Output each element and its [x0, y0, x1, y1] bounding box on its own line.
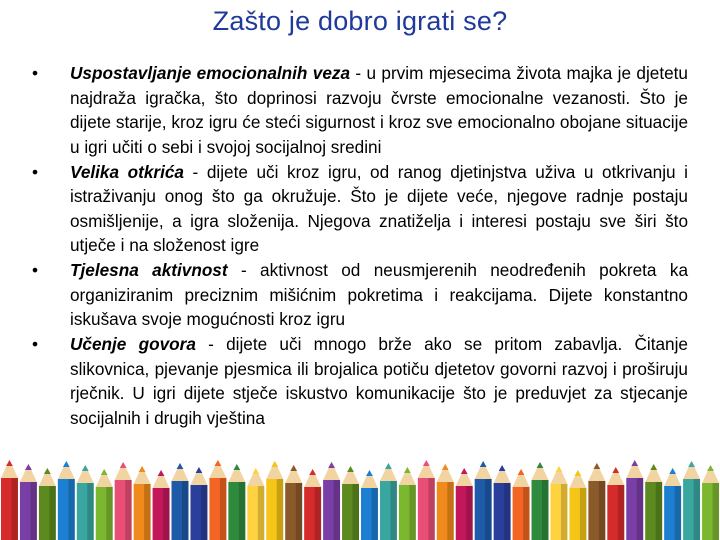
bullet-marker: • [31, 334, 39, 354]
pencil-lead [366, 470, 373, 476]
pencil-lead [404, 467, 411, 473]
pencil-lead [82, 465, 89, 471]
pencil-shade [561, 484, 567, 540]
pencil-shade [30, 482, 36, 540]
pencil-shade [296, 483, 302, 540]
pencil-lead [423, 460, 430, 466]
pencil-shade [485, 479, 491, 540]
pencil-lead [650, 464, 657, 470]
pencil-lead [442, 464, 449, 470]
pencil-lead [233, 464, 240, 470]
pencil-lead [63, 461, 70, 467]
bullet-item-discoveries [28, 160, 688, 258]
pencil-lead [290, 465, 297, 471]
pencil-shade [87, 483, 93, 540]
pencil-lead [537, 462, 544, 468]
pencil-lead [518, 469, 525, 475]
bullet-marker: • [31, 161, 39, 182]
pencil-lead [593, 463, 600, 469]
bullet-text: - dijete uči kroz igru, od ranog djetinjstva uživa u otkrivanju i istraživanju onog što ga okružuje. Što je dijete veće, njegove radnje postaju osmišljenije, a igra složenija. Njegova znatiželja i interesi postaju sve širi što utječe i na složenost igre [70, 161, 688, 255]
pencil-lead [385, 463, 392, 469]
pencil-lead [215, 460, 222, 466]
pencil-shade [334, 480, 340, 540]
pencil-shade [182, 481, 188, 540]
pencil-lead [612, 467, 619, 473]
bullet-marker: • [31, 63, 39, 83]
pencil-lead [101, 469, 108, 475]
pencil-lead [309, 469, 316, 475]
pencil-shade [694, 479, 700, 540]
bullet-heading: Velika otkrića [70, 161, 184, 182]
pencil-shade [637, 478, 643, 540]
pencil-shade [353, 484, 359, 540]
slide-title: Zašto je dobro igrati se? [212, 6, 508, 36]
pencil-shade [542, 480, 548, 540]
pencil-shade [409, 485, 415, 540]
pencil-lead [196, 467, 203, 473]
bullet-text: - aktivnost od neusmjerenih neodređenih pokreta ka organiziranim preciznim mišićnim pokretima i reakcijama. Dijete konstantno iskušava svoje mogućnosti kroz igru [70, 260, 689, 329]
pencil-lead [461, 468, 468, 474]
bullet-item-emotional-bonds [28, 61, 688, 159]
pencil-lead [556, 466, 563, 472]
pencil-shade [12, 478, 18, 540]
pencil-shade [372, 488, 378, 540]
pencil-shade [428, 478, 434, 540]
pencil-shade [125, 480, 131, 540]
pencil-shade [49, 486, 55, 540]
pencil-shade [390, 481, 396, 540]
pencil-shade [315, 487, 321, 540]
bullet-text: - u prvim mjesecima života majka je djetetu najdraža igračka, što doprinosi razvoju čvrste emocionalne vezanosti. Što je dijete starije, kroz igru će steći sigurnost i kroz sve emocionalno obojane situacije u igri učiti o sebi i svojoj socijalnoj sredini [70, 63, 688, 157]
pencil-lead [347, 466, 354, 472]
pencil-shade [163, 488, 169, 540]
pencil-shade [201, 485, 207, 540]
pencil-shade [144, 484, 150, 540]
pencil-lead [271, 461, 278, 467]
pencil-lead [120, 462, 127, 468]
pencil-shade [466, 486, 472, 540]
pencil-shade [656, 482, 662, 540]
pencil-lead [177, 463, 184, 469]
pencil-shade [258, 486, 264, 540]
bullet-text: - dijete uči mnogo brže ako se pritom zabavlja. Čitanje slikovnica, pjevanje pjesmica ili brojalica potiču djetetov govorni razvoj i proširuju rječnik. U igri dijete stječe iskustvo komunikacije što je preduvjet za stjecanje socijalnih i drugih vještina [70, 334, 688, 428]
pencil-lead [6, 460, 13, 466]
pencil-lead [688, 461, 695, 467]
bullet-heading: Uspostavljanje emocionalnih veza [70, 63, 351, 83]
bullet-heading: Tjelesna aktivnost [70, 260, 228, 280]
pencil-shade [277, 479, 283, 540]
colored-pencils-image [0, 458, 720, 540]
bullet-list [28, 61, 688, 431]
pencil-shade [580, 488, 586, 540]
pencil-lead [25, 464, 32, 470]
pencil-shade [68, 479, 74, 540]
pencil-lead [669, 468, 676, 474]
bullet-item-speech-learning [28, 332, 688, 430]
pencil-shade [106, 487, 112, 540]
pencil-shade [618, 485, 624, 540]
bullet-marker: • [31, 260, 39, 280]
bullet-heading: Učenje govora [70, 334, 196, 354]
pencil-lead [631, 460, 638, 466]
pencil-shade [675, 486, 681, 540]
pencil-lead [328, 462, 335, 468]
pencil-shade [713, 483, 719, 540]
pencil-shade [447, 482, 453, 540]
pencil-lead [499, 465, 506, 471]
pencil-shade [523, 487, 529, 540]
pencil-shade [504, 483, 510, 540]
pencil-lead [44, 468, 51, 474]
pencil-lead [252, 468, 259, 474]
pencil-lead [480, 461, 487, 467]
pencil-lead [139, 466, 146, 472]
pencil-lead [158, 470, 165, 476]
pencil-shade [599, 481, 605, 540]
bullet-item-physical-activity [28, 258, 688, 332]
pencil-lead [707, 465, 714, 471]
pencil-lead [575, 470, 582, 476]
pencil-shade [239, 482, 245, 540]
pencil-shade [220, 478, 226, 540]
